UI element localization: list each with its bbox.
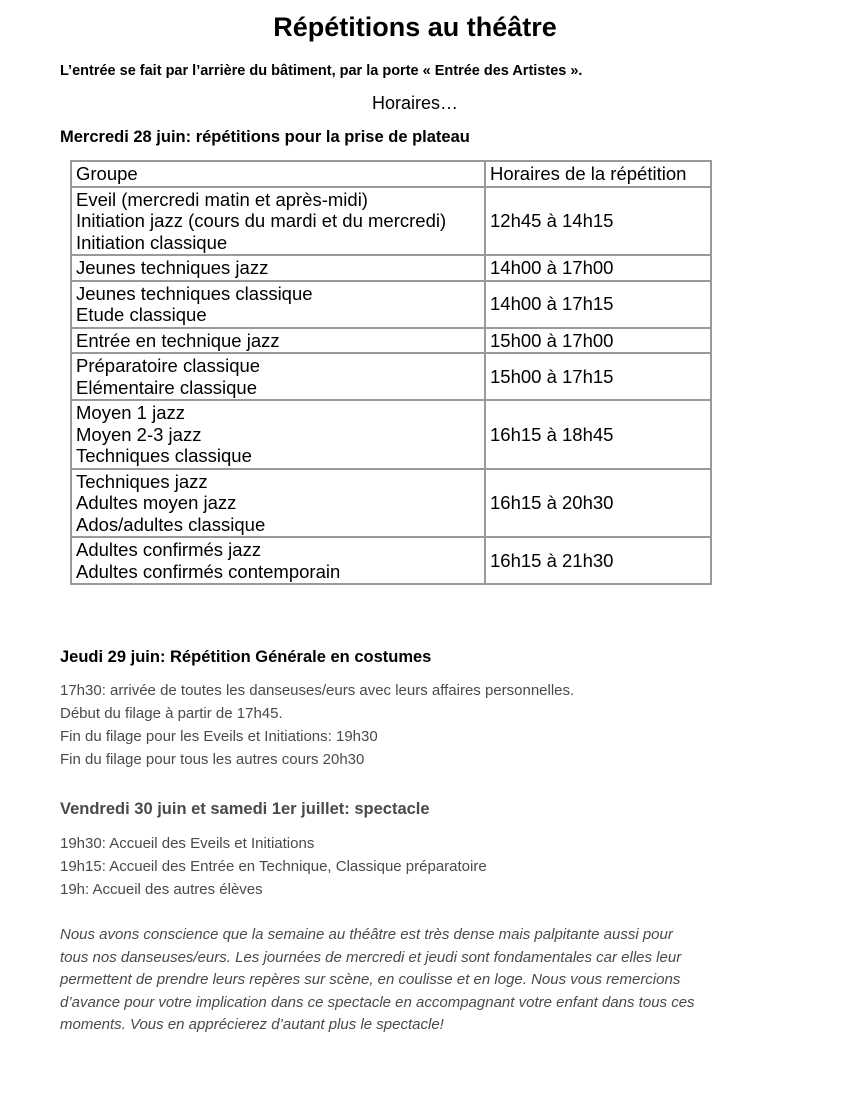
- group-cell: [71, 353, 485, 400]
- time-cell: 16h15 à 18h45: [485, 400, 711, 469]
- closing-line: moments. Vous en apprécierez d’autant plus le spectacle!: [60, 1016, 444, 1034]
- thursday-line: Fin du filage pour les Eveils et Initiations: 19h30: [60, 728, 378, 745]
- group-name: Techniques classique: [76, 445, 252, 466]
- group-name: Initiation jazz (cours du mardi et du mercredi): [76, 210, 447, 231]
- horaires-label: Horaires…: [371, 93, 459, 113]
- group-name: Adultes confirmés jazz: [76, 539, 262, 560]
- time-cell: 15h00 à 17h15: [485, 353, 711, 400]
- group-cell: [71, 255, 485, 281]
- group-name: Initiation classique: [76, 231, 228, 253]
- group-name: Jeunes techniques classique: [76, 282, 313, 304]
- friday-details: [60, 832, 487, 901]
- group-name: Préparatoire classique: [76, 355, 261, 376]
- table-row: [71, 328, 711, 354]
- group-name: Moyen 2-3 jazz: [76, 423, 202, 445]
- table-row: [71, 353, 711, 400]
- schedule-table: [70, 160, 712, 585]
- wednesday-heading: Mercredi 28 juin: répétitions pour la prise de plateau: [60, 128, 470, 146]
- table-row: [71, 537, 711, 584]
- table-row: [71, 469, 711, 538]
- thursday-line: Fin du filage pour tous les autres cours 20h30: [60, 751, 365, 768]
- header-time: Horaires de la répétition: [485, 161, 711, 187]
- closing-paragraph: [60, 924, 780, 1037]
- time-cell: 14h00 à 17h15: [485, 281, 711, 328]
- friday-line: 19h30: Accueil des Eveils et Initiations: [60, 835, 315, 852]
- table-row: [71, 281, 711, 328]
- table-row: [71, 187, 711, 256]
- group-name: Entrée en technique jazz: [76, 329, 280, 351]
- thursday-line: 17h30: arrivée de toutes les danseuses/eurs avec leurs affaires personnelles.: [60, 682, 575, 699]
- header-group: Groupe: [71, 161, 485, 187]
- closing-line: permettent de prendre leurs repères sur scène, en coulisse et en loge. Nous vous remercions: [60, 971, 681, 989]
- closing-line: tous nos danseuses/eurs. Les journées de mercredi et jeudi sont fondamentales car elles leur: [60, 948, 682, 966]
- group-name: Eveil (mercredi matin et après-midi): [76, 188, 368, 210]
- table-row: [71, 400, 711, 469]
- group-name: Moyen 1 jazz: [76, 402, 185, 423]
- time-cell: 16h15 à 21h30: [485, 537, 711, 584]
- group-cell: [71, 187, 485, 256]
- group-name: Adultes moyen jazz: [76, 492, 237, 513]
- table-row: [71, 255, 711, 281]
- friday-line: 19h15: Accueil des Entrée en Technique, Classique préparatoire: [60, 858, 487, 875]
- page-title: Répétitions au théâtre: [273, 12, 557, 42]
- time-cell: 14h00 à 17h00: [485, 255, 711, 281]
- group-name: Etude classique: [76, 304, 207, 325]
- friday-heading: Vendredi 30 juin et samedi 1er juillet: spectacle: [60, 800, 430, 818]
- time-cell: 15h00 à 17h00: [485, 328, 711, 354]
- group-name: Techniques jazz: [76, 470, 208, 492]
- entry-note: L’entrée se fait par l’arrière du bâtiment, par la porte « Entrée des Artistes ».: [60, 63, 583, 79]
- group-name: Elémentaire classique: [76, 376, 257, 398]
- closing-line: d’avance pour votre implication dans ce spectacle en accompagnant votre enfant dans tous ces: [60, 993, 695, 1011]
- group-name: Adultes confirmés contemporain: [76, 560, 341, 582]
- group-name: Ados/adultes classique: [76, 513, 266, 535]
- group-cell: [71, 400, 485, 469]
- thursday-heading: Jeudi 29 juin: Répétition Générale en costumes: [60, 648, 432, 666]
- time-cell: 16h15 à 20h30: [485, 469, 711, 538]
- closing-line: Nous avons conscience que la semaine au théâtre est très dense mais palpitante aussi pour: [60, 926, 673, 943]
- group-cell: [71, 281, 485, 328]
- thursday-line: Début du filage à partir de 17h45.: [60, 705, 283, 722]
- group-name: Jeunes techniques jazz: [76, 257, 269, 278]
- time-cell: 12h45 à 14h15: [485, 187, 711, 256]
- group-cell: [71, 328, 485, 354]
- group-cell: [71, 537, 485, 584]
- friday-line: 19h: Accueil des autres élèves: [60, 881, 263, 898]
- thursday-details: [60, 679, 574, 771]
- table-header-row: [71, 161, 711, 187]
- group-cell: [71, 469, 485, 538]
